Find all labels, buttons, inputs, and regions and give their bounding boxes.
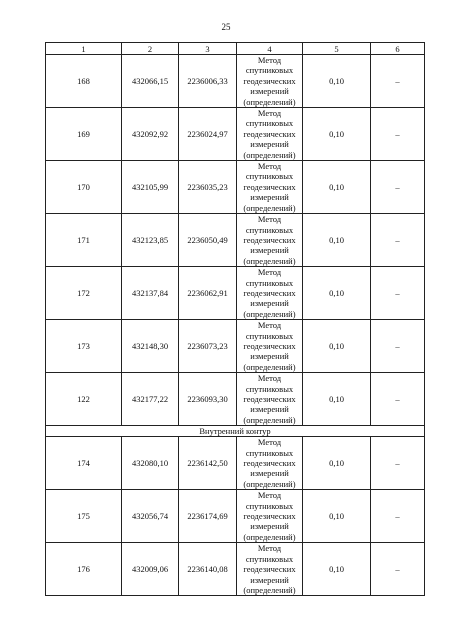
y-coordinate-cell: 2236024,97	[179, 108, 237, 161]
note-cell: –	[371, 161, 425, 214]
table-row	[46, 55, 425, 108]
table-row	[46, 437, 425, 490]
method-cell: Метод спутниковых геодезических измерений (определений)	[237, 543, 303, 596]
table-row	[46, 543, 425, 596]
x-coordinate-cell: 432056,74	[122, 490, 179, 543]
header-cell: 5	[303, 43, 371, 55]
accuracy-cell: 0,10	[303, 267, 371, 320]
accuracy-cell: 0,10	[303, 214, 371, 267]
y-coordinate-cell: 2236174,69	[179, 490, 237, 543]
point-number-cell: 122	[46, 373, 122, 426]
coordinates-table	[45, 42, 425, 596]
accuracy-cell: 0,10	[303, 437, 371, 490]
note-cell: –	[371, 490, 425, 543]
x-coordinate-cell: 432092,92	[122, 108, 179, 161]
x-coordinate-cell: 432105,99	[122, 161, 179, 214]
header-cell: 3	[179, 43, 237, 55]
x-coordinate-cell: 432137,84	[122, 267, 179, 320]
y-coordinate-cell: 2236073,23	[179, 320, 237, 373]
method-cell: Метод спутниковых геодезических измерений (определений)	[237, 320, 303, 373]
section-row	[46, 426, 425, 437]
x-coordinate-cell: 432009,06	[122, 543, 179, 596]
accuracy-cell: 0,10	[303, 55, 371, 108]
x-coordinate-cell: 432177,22	[122, 373, 179, 426]
header-cell: 4	[237, 43, 303, 55]
x-coordinate-cell: 432080,10	[122, 437, 179, 490]
method-cell: Метод спутниковых геодезических измерений (определений)	[237, 373, 303, 426]
header-row	[46, 43, 425, 55]
accuracy-cell: 0,10	[303, 108, 371, 161]
note-cell: –	[371, 543, 425, 596]
note-cell: –	[371, 320, 425, 373]
y-coordinate-cell: 2236035,23	[179, 161, 237, 214]
note-cell: –	[371, 267, 425, 320]
point-number-cell: 172	[46, 267, 122, 320]
method-cell: Метод спутниковых геодезических измерений (определений)	[237, 161, 303, 214]
table-row	[46, 161, 425, 214]
accuracy-cell: 0,10	[303, 161, 371, 214]
point-number-cell: 168	[46, 55, 122, 108]
table-row	[46, 267, 425, 320]
method-cell: Метод спутниковых геодезических измерений (определений)	[237, 108, 303, 161]
page-number: 25	[221, 22, 231, 32]
accuracy-cell: 0,10	[303, 373, 371, 426]
point-number-cell: 174	[46, 437, 122, 490]
table-row	[46, 108, 425, 161]
point-number-cell: 169	[46, 108, 122, 161]
accuracy-cell: 0,10	[303, 543, 371, 596]
point-number-cell: 175	[46, 490, 122, 543]
y-coordinate-cell: 2236062,91	[179, 267, 237, 320]
header-cell: 2	[122, 43, 179, 55]
header-cell: 6	[371, 43, 425, 55]
method-cell: Метод спутниковых геодезических измерений (определений)	[237, 55, 303, 108]
accuracy-cell: 0,10	[303, 320, 371, 373]
y-coordinate-cell: 2236050,49	[179, 214, 237, 267]
table-row	[46, 373, 425, 426]
y-coordinate-cell: 2236006,33	[179, 55, 237, 108]
section-label: Внутренний контур	[46, 426, 425, 437]
note-cell: –	[371, 214, 425, 267]
header-cell: 1	[46, 43, 122, 55]
method-cell: Метод спутниковых геодезических измерений (определений)	[237, 267, 303, 320]
x-coordinate-cell: 432123,85	[122, 214, 179, 267]
note-cell: –	[371, 373, 425, 426]
table-row	[46, 214, 425, 267]
note-cell: –	[371, 108, 425, 161]
point-number-cell: 171	[46, 214, 122, 267]
method-cell: Метод спутниковых геодезических измерений (определений)	[237, 214, 303, 267]
table-row	[46, 490, 425, 543]
y-coordinate-cell: 2236142,50	[179, 437, 237, 490]
y-coordinate-cell: 2236140,08	[179, 543, 237, 596]
table-row	[46, 320, 425, 373]
note-cell: –	[371, 437, 425, 490]
point-number-cell: 170	[46, 161, 122, 214]
x-coordinate-cell: 432148,30	[122, 320, 179, 373]
method-cell: Метод спутниковых геодезических измерений (определений)	[237, 437, 303, 490]
x-coordinate-cell: 432066,15	[122, 55, 179, 108]
note-cell: –	[371, 55, 425, 108]
accuracy-cell: 0,10	[303, 490, 371, 543]
point-number-cell: 176	[46, 543, 122, 596]
y-coordinate-cell: 2236093,30	[179, 373, 237, 426]
method-cell: Метод спутниковых геодезических измерений (определений)	[237, 490, 303, 543]
point-number-cell: 173	[46, 320, 122, 373]
